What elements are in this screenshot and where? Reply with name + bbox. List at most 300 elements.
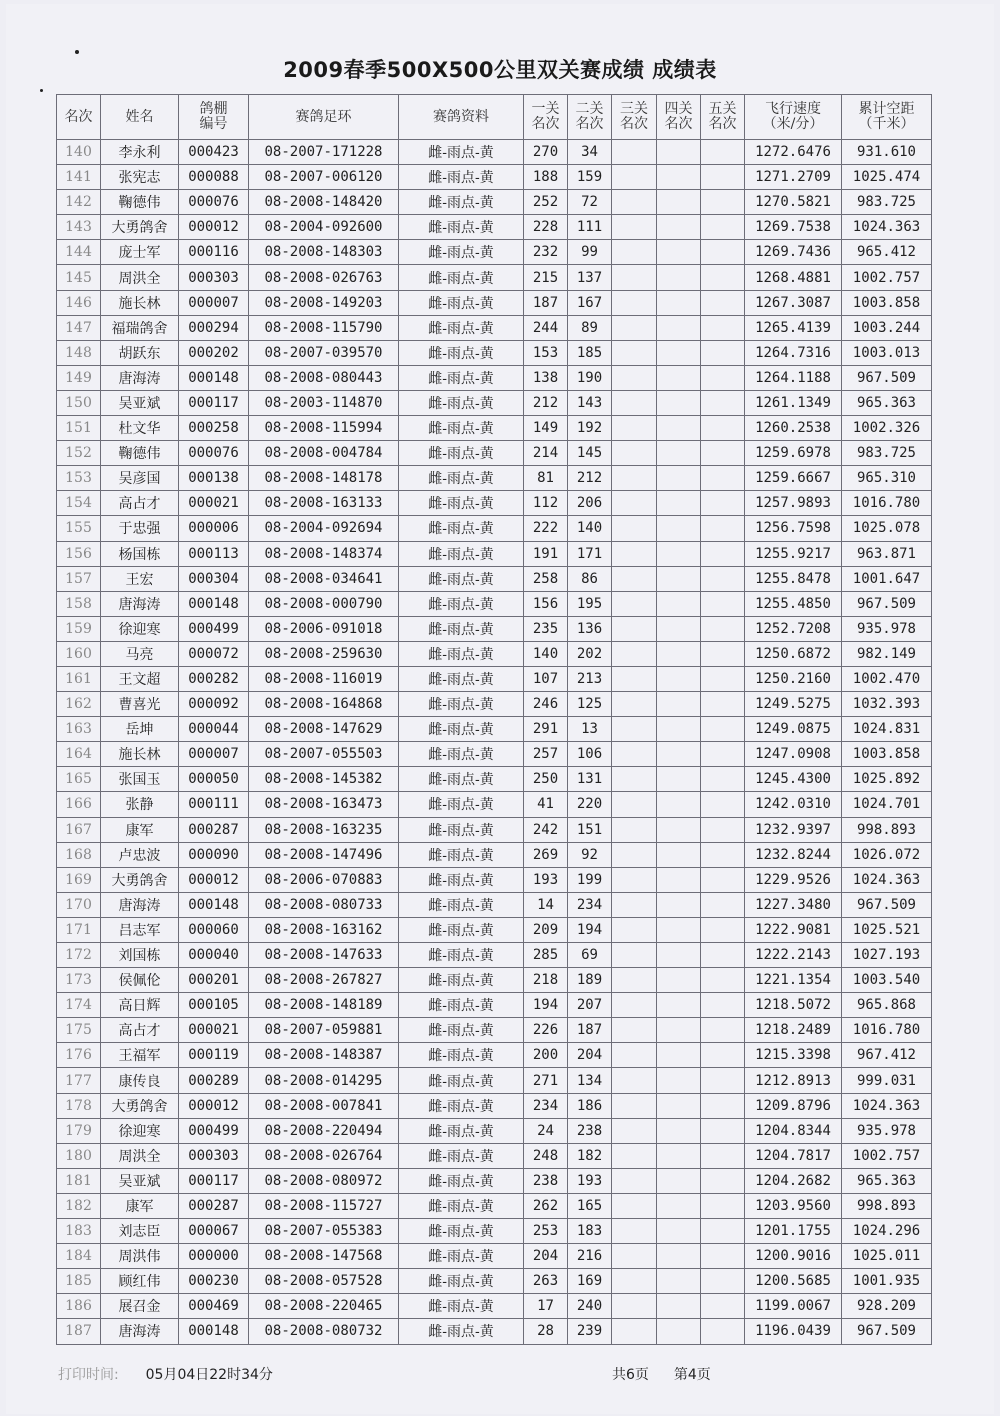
table-row [57,842,932,867]
rank-cell: 159 [57,616,101,641]
stage1-rank-cell: 107 [524,666,568,691]
stage1-rank-cell: 17 [524,1294,568,1319]
stage1-rank-cell: 285 [524,943,568,968]
stage3-rank-cell [612,1018,657,1043]
stage4-rank-cell [657,290,701,315]
distance-cell: 1024.701 [842,792,932,817]
stage4-rank-cell [657,1068,701,1093]
ring-cell: 08-2006-091018 [249,616,399,641]
loft-id-cell: 000067 [179,1219,249,1244]
stage1-rank-cell: 24 [524,1118,568,1143]
ring-cell: 08-2008-149203 [249,290,399,315]
distance-cell: 967.509 [842,892,932,917]
rank-cell: 168 [57,842,101,867]
speed-cell: 1270.5821 [745,190,842,215]
rank-cell: 161 [57,666,101,691]
ring-cell: 08-2008-014295 [249,1068,399,1093]
distance-cell: 965.868 [842,993,932,1018]
stage4-rank-cell [657,1043,701,1068]
bird-info-cell: 雌-雨点-黄 [399,315,524,340]
ring-cell: 08-2008-148420 [249,190,399,215]
speed-cell: 1245.4300 [745,767,842,792]
bird-info-cell: 雌-雨点-黄 [399,516,524,541]
stage5-rank-cell [701,943,745,968]
loft-id-cell: 000088 [179,165,249,190]
stage2-rank-cell: 34 [568,140,612,165]
table-row [57,767,932,792]
ring-cell: 08-2008-115994 [249,416,399,441]
table-row [57,666,932,691]
current-page: 第4页 [673,1367,711,1383]
stage3-rank-cell [612,491,657,516]
table-row [57,867,932,892]
rank-cell: 151 [57,416,101,441]
loft-id-cell: 000021 [179,491,249,516]
table-row [57,1068,932,1093]
bird-info-cell: 雌-雨点-黄 [399,867,524,892]
stage1-rank-cell: 228 [524,215,568,240]
stage4-rank-cell [657,265,701,290]
stage2-rank-cell: 137 [568,265,612,290]
stage5-rank-cell [701,290,745,315]
name-cell: 于忠强 [101,516,179,541]
speed-cell: 1255.4850 [745,591,842,616]
name-cell: 康军 [101,1193,179,1218]
ring-cell: 08-2008-259630 [249,641,399,666]
distance-cell: 983.725 [842,441,932,466]
loft-id-cell: 000060 [179,917,249,942]
rank-cell: 150 [57,390,101,415]
ring-cell: 08-2004-092694 [249,516,399,541]
name-cell: 曹喜光 [101,692,179,717]
stage2-rank-cell: 136 [568,616,612,641]
stage2-rank-cell: 202 [568,641,612,666]
loft-id-cell: 000499 [179,1118,249,1143]
stage4-rank-cell [657,792,701,817]
stage3-rank-cell [612,1143,657,1168]
stage2-rank-cell: 183 [568,1219,612,1244]
loft-id-cell: 000111 [179,792,249,817]
stage3-rank-cell [612,265,657,290]
rank-cell: 155 [57,516,101,541]
name-cell: 王文超 [101,666,179,691]
rank-cell: 152 [57,441,101,466]
stage5-rank-cell [701,666,745,691]
name-cell: 杨国栋 [101,541,179,566]
name-cell: 张静 [101,792,179,817]
bird-info-cell: 雌-雨点-黄 [399,817,524,842]
rank-cell: 180 [57,1143,101,1168]
stage5-rank-cell [701,1294,745,1319]
stage2-rank-cell: 216 [568,1244,612,1269]
name-cell: 鞠德伟 [101,190,179,215]
rank-cell: 141 [57,165,101,190]
stage2-rank-cell: 145 [568,441,612,466]
distance-cell: 1024.363 [842,1093,932,1118]
rank-cell: 167 [57,817,101,842]
stage5-rank-cell [701,993,745,1018]
bird-info-cell: 雌-雨点-黄 [399,441,524,466]
name-cell: 吴亚斌 [101,1168,179,1193]
table-row [57,817,932,842]
loft-id-cell: 000282 [179,666,249,691]
bird-info-cell: 雌-雨点-黄 [399,265,524,290]
bird-info-cell: 雌-雨点-黄 [399,491,524,516]
stage1-rank-header: 一关 名次 [524,95,568,140]
loft-id-cell: 000076 [179,190,249,215]
distance-cell: 1003.013 [842,340,932,365]
speed-cell: 1268.4881 [745,265,842,290]
distance-cell: 967.509 [842,591,932,616]
stage3-rank-cell [612,792,657,817]
stage3-rank-cell [612,892,657,917]
rank-cell: 173 [57,968,101,993]
distance-cell: 1027.193 [842,943,932,968]
speed-cell: 1249.0875 [745,717,842,742]
stage3-rank-cell [612,1043,657,1068]
table-row [57,365,932,390]
ring-cell: 08-2008-115790 [249,315,399,340]
speed-cell: 1209.8796 [745,1093,842,1118]
speed-cell: 1200.5685 [745,1269,842,1294]
bird-info-cell: 雌-雨点-黄 [399,1143,524,1168]
speed-cell: 1201.1755 [745,1219,842,1244]
speed-cell: 1271.2709 [745,165,842,190]
rank-cell: 172 [57,943,101,968]
stage4-rank-cell [657,1244,701,1269]
loft-id-cell: 000007 [179,290,249,315]
distance-cell: 1032.393 [842,692,932,717]
loft-id-cell: 000117 [179,390,249,415]
name-cell: 吴彦国 [101,466,179,491]
distance-cell: 963.871 [842,541,932,566]
rank-cell: 140 [57,140,101,165]
table-row [57,491,932,516]
speed-cell: 1222.2143 [745,943,842,968]
distance-cell: 1002.470 [842,666,932,691]
bird-info-cell: 雌-雨点-黄 [399,1319,524,1344]
rank-cell: 175 [57,1018,101,1043]
stage5-rank-cell [701,641,745,666]
name-cell: 徐迎寒 [101,1118,179,1143]
ring-cell: 08-2008-080972 [249,1168,399,1193]
bird-info-cell: 雌-雨点-黄 [399,792,524,817]
stage3-rank-cell [612,968,657,993]
table-row [57,943,932,968]
stage4-rank-cell [657,466,701,491]
stage4-rank-cell [657,441,701,466]
stage1-rank-cell: 253 [524,1219,568,1244]
table-row [57,1143,932,1168]
stage5-rank-cell [701,416,745,441]
ring-cell: 08-2008-163133 [249,491,399,516]
stage2-rank-cell: 89 [568,315,612,340]
rank-cell: 153 [57,466,101,491]
stage5-rank-cell [701,516,745,541]
speed-cell: 1267.3087 [745,290,842,315]
stage3-rank-cell [612,1068,657,1093]
table-row [57,1093,932,1118]
stage3-rank-cell [612,993,657,1018]
name-cell: 唐海涛 [101,1319,179,1344]
rank-cell: 187 [57,1319,101,1344]
distance-cell: 1024.831 [842,717,932,742]
ring-cell: 08-2007-039570 [249,340,399,365]
bird-info-cell: 雌-雨点-黄 [399,1168,524,1193]
stage3-rank-cell [612,666,657,691]
ring-cell: 08-2008-147496 [249,842,399,867]
speed-cell: 1199.0067 [745,1294,842,1319]
loft-id-cell: 000148 [179,591,249,616]
speed-cell: 1204.8344 [745,1118,842,1143]
print-time-value: 05月04日22时34分 [145,1367,273,1383]
name-cell: 徐迎寒 [101,616,179,641]
stage2-rank-cell: 234 [568,892,612,917]
stage2-rank-cell: 159 [568,165,612,190]
ring-cell: 08-2008-148303 [249,240,399,265]
bird-info-cell: 雌-雨点-黄 [399,416,524,441]
loft-id-cell: 000000 [179,1244,249,1269]
stage5-rank-cell [701,1118,745,1143]
stage2-rank-cell: 206 [568,491,612,516]
stage1-rank-cell: 194 [524,993,568,1018]
stage5-rank-cell [701,767,745,792]
stage3-rank-cell [612,215,657,240]
stage4-rank-cell [657,365,701,390]
distance-cell: 1024.296 [842,1219,932,1244]
loft-id-cell: 000006 [179,516,249,541]
bird-info-cell: 雌-雨点-黄 [399,1018,524,1043]
bird-info-cell: 雌-雨点-黄 [399,641,524,666]
stage1-rank-cell: 232 [524,240,568,265]
distance-cell: 965.363 [842,390,932,415]
table-row [57,1294,932,1319]
loft-id-cell: 000012 [179,215,249,240]
bird-info-cell: 雌-雨点-黄 [399,390,524,415]
stage4-rank-cell [657,591,701,616]
stage5-rank-cell [701,591,745,616]
rank-cell: 144 [57,240,101,265]
speed-cell: 1232.8244 [745,842,842,867]
stage1-rank-cell: 238 [524,1168,568,1193]
stage2-rank-header: 二关 名次 [568,95,612,140]
table-row [57,742,932,767]
bird-info-cell: 雌-雨点-黄 [399,767,524,792]
table-row [57,993,932,1018]
name-cell: 高占才 [101,1018,179,1043]
stage1-rank-cell: 28 [524,1319,568,1344]
stage2-rank-cell: 190 [568,365,612,390]
ring-cell: 08-2004-092600 [249,215,399,240]
stage3-rank-cell [612,390,657,415]
table-row [57,1193,932,1218]
stage3-rank-cell [612,466,657,491]
stage2-rank-cell: 240 [568,1294,612,1319]
rank-cell: 163 [57,717,101,742]
ring-cell: 08-2008-080443 [249,365,399,390]
bird-info-cell: 雌-雨点-黄 [399,240,524,265]
table-row [57,265,932,290]
table-row [57,441,932,466]
ring-cell: 08-2008-145382 [249,767,399,792]
stage1-rank-cell: 252 [524,190,568,215]
table-row [57,1043,932,1068]
stage5-rank-cell [701,365,745,390]
speed-cell: 1200.9016 [745,1244,842,1269]
table-row [57,792,932,817]
print-time-block [58,1364,273,1384]
stage2-rank-cell: 189 [568,968,612,993]
ring-cell: 08-2008-115727 [249,1193,399,1218]
stage1-rank-cell: 200 [524,1043,568,1068]
stage3-rank-cell [612,1118,657,1143]
rank-cell: 186 [57,1294,101,1319]
ring-cell: 08-2008-007841 [249,1093,399,1118]
stage2-rank-cell: 169 [568,1269,612,1294]
stage2-rank-cell: 199 [568,867,612,892]
stage4-rank-cell [657,1168,701,1193]
bird-info-cell: 雌-雨点-黄 [399,1219,524,1244]
name-cell: 施长林 [101,290,179,315]
loft-id-cell: 000287 [179,1193,249,1218]
name-cell: 李永利 [101,140,179,165]
stage1-rank-cell: 140 [524,641,568,666]
name-cell: 康军 [101,817,179,842]
stage4-rank-cell [657,140,701,165]
stage2-rank-cell: 192 [568,416,612,441]
stage2-rank-cell: 106 [568,742,612,767]
stage2-rank-cell: 86 [568,566,612,591]
bird-info-cell: 雌-雨点-黄 [399,616,524,641]
stage5-rank-cell [701,1193,745,1218]
name-cell: 展召金 [101,1294,179,1319]
stage1-rank-cell: 149 [524,416,568,441]
stage1-rank-cell: 212 [524,390,568,415]
speed-cell: 1247.0908 [745,742,842,767]
rank-cell: 164 [57,742,101,767]
table-row [57,566,932,591]
stage5-rank-cell [701,817,745,842]
stage5-rank-cell [701,1043,745,1068]
loft-id-cell: 000201 [179,968,249,993]
bird-info-cell: 雌-雨点-黄 [399,842,524,867]
stage1-rank-cell: 246 [524,692,568,717]
results-body [57,140,932,1345]
name-cell: 吕志军 [101,917,179,942]
loft-id-cell: 000148 [179,365,249,390]
stage3-rank-cell [612,767,657,792]
ring-cell: 08-2008-164868 [249,692,399,717]
stage3-rank-cell [612,867,657,892]
stage5-rank-cell [701,1093,745,1118]
stage4-rank-cell [657,1118,701,1143]
rank-cell: 177 [57,1068,101,1093]
stage2-rank-cell: 213 [568,666,612,691]
stage3-rank-cell [612,692,657,717]
speed-cell: 1221.1354 [745,968,842,993]
stage1-rank-cell: 193 [524,867,568,892]
stage3-rank-cell [612,365,657,390]
loft-id-cell: 000105 [179,993,249,1018]
distance-cell: 965.412 [842,240,932,265]
bird-info-cell: 雌-雨点-黄 [399,541,524,566]
stage2-rank-cell: 99 [568,240,612,265]
stage2-rank-cell: 151 [568,817,612,842]
stage4-rank-cell [657,215,701,240]
loft-id-cell: 000044 [179,717,249,742]
table-row [57,466,932,491]
rank-cell: 145 [57,265,101,290]
stage2-rank-cell: 220 [568,792,612,817]
stage5-rank-cell [701,1219,745,1244]
rank-cell: 149 [57,365,101,390]
stage3-rank-cell [612,817,657,842]
stage4-rank-cell [657,717,701,742]
stage5-rank-cell [701,566,745,591]
ring-cell: 08-2007-055503 [249,742,399,767]
stage5-rank-cell [701,390,745,415]
stage5-rank-cell [701,466,745,491]
stage3-rank-cell [612,1168,657,1193]
speed-cell: 1259.6978 [745,441,842,466]
name-cell: 刘国栋 [101,943,179,968]
speed-cell: 1218.5072 [745,993,842,1018]
bird-info-cell: 雌-雨点-黄 [399,917,524,942]
name-cell: 福瑞鸽舍 [101,315,179,340]
ring-cell: 08-2007-006120 [249,165,399,190]
stage4-rank-cell [657,416,701,441]
name-cell: 鞠德伟 [101,441,179,466]
stage2-rank-cell: 131 [568,767,612,792]
stage4-rank-cell [657,240,701,265]
distance-cell: 998.893 [842,1193,932,1218]
stage3-rank-cell [612,340,657,365]
bird-info-cell: 雌-雨点-黄 [399,290,524,315]
distance-cell: 967.509 [842,1319,932,1344]
stage3-rank-cell [612,516,657,541]
table-row [57,641,932,666]
stage3-rank-header: 三关 名次 [612,95,657,140]
rank-cell: 156 [57,541,101,566]
table-row [57,190,932,215]
name-cell: 吴亚斌 [101,390,179,415]
speed-cell: 1261.1349 [745,390,842,415]
rank-cell: 183 [57,1219,101,1244]
distance-cell: 1016.780 [842,1018,932,1043]
stage3-rank-cell [612,641,657,666]
ring-cell: 08-2008-148189 [249,993,399,1018]
ring-cell: 08-2007-059881 [249,1018,399,1043]
ring-cell: 08-2008-080732 [249,1319,399,1344]
bird-info-cell: 雌-雨点-黄 [399,892,524,917]
table-row [57,1118,932,1143]
stage1-rank-cell: 204 [524,1244,568,1269]
distance-cell: 928.209 [842,1294,932,1319]
name-cell: 马亮 [101,641,179,666]
distance-cell: 1025.474 [842,165,932,190]
stage2-rank-cell: 171 [568,541,612,566]
stage5-rank-cell [701,240,745,265]
stage1-rank-cell: 234 [524,1093,568,1118]
stage4-rank-cell [657,1219,701,1244]
name-cell: 王福军 [101,1043,179,1068]
rank-cell: 181 [57,1168,101,1193]
stage3-rank-cell [612,140,657,165]
bird-info-cell: 雌-雨点-黄 [399,165,524,190]
stage3-rank-cell [612,1294,657,1319]
ring-cell: 08-2008-004784 [249,441,399,466]
stage4-rank-cell [657,491,701,516]
